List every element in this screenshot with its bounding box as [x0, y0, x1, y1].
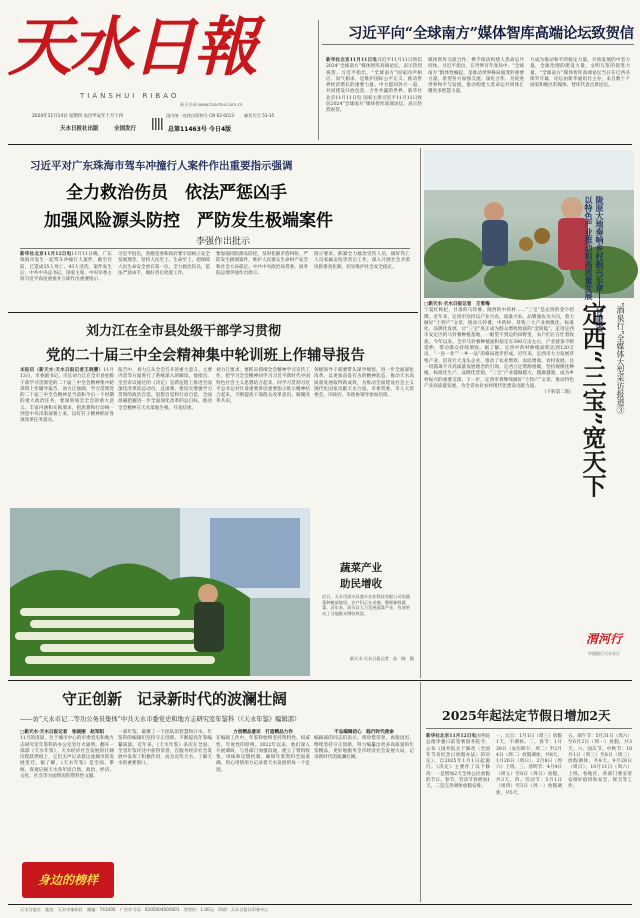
bottom-col4: 不忘编辑初心 践行时代使命 编辑部的同志们表示，将珍惜荣誉，再接再厉，继续坚持守正创新，努力编纂出更多高质量的年鉴精品，更好地服务全市经济社会发展大局，记录新时代的波澜壮阔。	[314, 730, 414, 761]
lead-dateline: 新华社北京11月12日电	[20, 252, 72, 257]
study-title-line2: 党的二十届三中全会精神集中轮训班上作辅导报告	[46, 347, 365, 364]
bottom-col1: □新天水·天水日报记者 张晓丽 赵军阳 11月的清晨，位于城市中心的市委党史和地方志研究室年鉴科的办公室里灯火通明。翻开一部部《天水年鉴》，天水经济社会发展的壮阔历程跃然纸上，它们无声记录着这座城市的发展变迁。据了解，《天水年鉴》是全面、系统、客观记载天水各年度自然、政治、经济、文化、社会等方面情况的资料性文献。	[20, 730, 114, 780]
dingxi-credit-block	[424, 302, 574, 678]
bottom-subhead-2: 力创精品意识 打造精品力作	[233, 730, 293, 735]
ad-subtitle: 中国银行天水分行	[588, 651, 620, 656]
masthead-date: 2024年11月14日 星期四 农历甲辰年十月十四	[32, 114, 123, 119]
masthead-distribution: 全国发行	[114, 126, 137, 132]
bottom-subtitle: ——访“天水市记二等功公务员集体”中共天水市委党史和地方志研究室年鉴科（《天水年鉴》编辑部）	[20, 716, 301, 723]
vegetables-caption-title-1: 蔬菜产业	[340, 562, 382, 574]
dingxi-credit: □新天水·天水日报记者 王雪梅	[424, 302, 490, 307]
vegetables-caption-credit: 新天水·天水日报记者 孙 晓 摄	[349, 656, 414, 661]
masthead-pinyin: TIANSHUI RIBAO	[80, 92, 180, 100]
vegetables-caption-body: 近日，天水市清水县盛丰农业科技有限公司的蔬菜种植基地里，农户们正在采摘、整理新鲜蔬菜。近年来，清水县大力发展蔬菜产业，有效带动了当地群众增收致富。	[322, 594, 410, 616]
divider	[8, 144, 632, 145]
divider	[322, 44, 634, 45]
study-title-line1: 刘力江在全市县处级干部学习贯彻	[86, 324, 282, 339]
holiday-title: 2025年起法定节假日增加2天	[442, 708, 611, 723]
masthead-publisher: 天水日报社出版	[60, 126, 99, 132]
masthead-cn-number: 国内统一连续出版物号 CN 62-0013	[166, 113, 235, 118]
top-headline: 习近平向“全球南方”媒体智库高端论坛致贺信	[348, 25, 634, 42]
bottom-title: 守正创新 记录新时代的波澜壮阔	[62, 690, 288, 708]
masthead-postal: 邮发代号 53-35	[244, 113, 275, 118]
lead-col3: 要加强风险源头防控，及时化解矛盾纠纷，严防发生极端案件，维护人民群众生命财产安全和社会大局稳定。中共中央政治局常委、国务院总理李强作出批示。	[216, 252, 308, 276]
top-headline-col3: 方成为推动和平的稳定力量，开放发展的中坚力量，全球治理的建设力量，文明互鉴的促进力量。“全球南方”媒体智库高端论坛当日在巴西圣保罗开幕，论坛由新华通讯社主办，来自数十个国家和地区的媒体、智库代表出席论坛。	[530, 58, 630, 89]
dingxi-continued: （下转第二版）	[541, 390, 574, 396]
divider	[318, 20, 319, 140]
vegetables-photo-image	[10, 508, 310, 676]
top-headline-col2: 媒体智库交流合作，携手推动构建人类命运共同体。习近平指出，在世界百年变局中，“全球南方”群体性崛起，是推动世界格局演变的重要力量。希望各方加强交流、深化合作，为促进世界和平与发展、推动构建人类命运共同体汇聚更多智慧力量。	[428, 58, 524, 95]
dingxi-vertical-subtitle: “酒泉行”全媒体大型采访报道③	[616, 302, 625, 415]
qr-code	[152, 118, 164, 130]
bottom-credit: □新天水·天水日报记者 张晓丽 赵军阳	[20, 730, 105, 735]
holiday-col1: 新华社北京11月12日电国务院总理李强日前签署国务院令，公布《国务院关于修改〈全国年节及纪念日放假办法〉的决定》，自2025年1月1日起施行。《决定》主要作了以下修改：一是增加2天全体公民放假的节日。春节、劳动节各增加1天。二是完善调休放假安排。	[426, 734, 490, 790]
top-headline-col1: 新华社北京11月11日电习近平11月11日致信2024“全球南方”媒体智库高端论坛，表示热烈祝贺。习近平指出，“全球南方”国家同声相应、同气相求，是维护国际公平正义、推动世界经济增长的重要力量。中方愿同各方一道，共同建设开放包容、合作共赢的世界。新华社北京11月11日电 国家主席习近平11月11日致信2024“全球南方”媒体智库高端论坛，表示热烈祝贺。	[326, 58, 422, 114]
lead-col4: 批示要求，抓紧全力救治受伤人员，做好伤亡人员家属安抚等善后工作，深入开展社会矛盾风险排查化解，切实维护社会安全稳定。	[314, 252, 410, 270]
role-model-badge-text: 身边的榜样	[37, 873, 98, 887]
vegetables-photo	[10, 508, 310, 676]
masthead-issue: 总第11463号 今日4版	[168, 126, 232, 133]
holiday-col3: 五、端午节：5月31日（周六）至6月2日（周一）放假，共3天。六、国庆节、中秋节：10月1日（周三）至8日（周三）放假调休，共8天。9月28日（周日）、10月11日（周六）上班。各地区、各部门要妥善安排好值班和安全、保卫等工作。	[568, 734, 632, 790]
footer-text: 天水日报社 地址：天水市秦州区 邮编：741000 广告许可证：6205004000001 零售价：1.00元 印刷：天水日报社印务中心	[20, 907, 269, 912]
study-col3: 刘力江要求，要抓实抓细全会精神学习宣传工作，把学习全会精神同学习习近平新时代中国特色社会主义思想结合起来，同学习贯彻习近平总书记对甘肃重要讲话重要指示批示精神结合起来，不断提高干部群众改革意识，凝聚改革共识。	[216, 368, 310, 405]
divider	[420, 148, 421, 678]
divider	[20, 248, 410, 249]
divider	[8, 312, 418, 313]
masthead-website: 新天水网 www.tianshui.com.cn	[180, 102, 243, 107]
lead-title-line1: 全力救治伤员 依法严惩凶手	[66, 183, 287, 203]
lead-subtitle: 李强作出批示	[196, 237, 251, 247]
ad-title: 渭河行	[585, 632, 622, 646]
lead-col1: 新华社北京11月12日电11月11日晚，广东珠海市发生一起驾车冲撞行人案件，截至目前，已造成35人死亡、43人受伤。案件发生后，中共中央总书记、国家主席、中央军委主席习近平高度重视并立即作出重要指示。	[20, 252, 112, 283]
divider	[8, 680, 632, 681]
holiday-col2: 一、元旦：1月1日（周三）放假1天，不调休。二、春节：1月28日（农历除夕、周二）至2月4日（周二）放假调休，共8天。1月26日（周日）、2月8日（周六）上班。三、清明节：4月4日（周五）至6日（周日）放假，共3天。四、劳动节：5月1日（周四）至5日（周一）放假调休，共5天。	[496, 734, 562, 796]
study-col1: 本报讯（新天水·天水日报记者王晓蕾）11月13日，市委副书记、市长刘力江在全市县处级干部学习贯彻党的二十届三中全会精神集中轮训班上作辅导报告。刘力江强调，学习贯彻党的二十届三中全会精神是当前和今后一个时期的重大政治任务，要深刻领会全会的重大意义、丰富内涵和实践要求，把思想和行动统一到党中央决策部署上来，以钉钉子精神抓好各项改革任务落实。	[20, 368, 114, 424]
role-model-badge	[22, 862, 114, 898]
bottom-subhead-1: 不忘编辑初心 践行时代使命	[334, 730, 394, 735]
bottom-col3: 力创精品意识 打造精品力作 在编辑工作中，年鉴科始终坚持资料性、权威性、年度性的原则。2022年以来，他们深入开展调研，与各部门加强沟通，建立了资料收集、审核和反馈机制，确保年鉴资料全面准确，用心用情用力记录着天水发展的每一个足迹。	[216, 730, 310, 773]
dingxi-vertical-title: 定西“三宝”宽天下	[578, 302, 607, 498]
bottom-col2: 一部年鉴，凝聚了一个团队的智慧和汗水。年鉴科的编辑们坚持守正创新，不断提高年鉴编纂质量。近年来，《天水年鉴》多次在全国、全省年鉴评比中获得荣誉，在服务经济社会发展中发挥了积极作用，成为宣传天水、了解天水的重要窗口。	[118, 730, 212, 767]
divider	[426, 728, 632, 729]
study-col4: 各级领导干部要带头深学细悟，进一步全面深化改革，以更加奋发有为的精神状态，推动天水高质量发展取得新成效，为推动全面建设社会主义现代化国家贡献天水力量。市委常委、市人大常委会、市政府、市政协领导参加培训。	[314, 368, 414, 399]
ad-banner	[576, 608, 632, 678]
divider	[8, 904, 632, 905]
dingxi-body: 宁夏红枸杞、甘肃的马铃薯、陇西的中药材……“三宝”是定西的金字招牌。近年来，定西市坚持以产业兴农、质量兴农、品牌强农为方向，着力做好“土特产”文章，推动马铃薯、中药材、草牧三大产业规模化、标准化、品牌化发展，让“三宝”真正成为群众增收致富的“金钥匙”。走进定西市安定区的马铃薯种植基地，一眼望不到边的田野里，农户们正在忙着收获。今年以来，全市马铃薯种植面积稳定在300万亩左右，产业链条不断延伸，带动群众持续增收。据了解，定西中药材种植面积达到120万亩，“一县一业”“一乡一品”的格局逐步形成。近年来，定西市大力发展草牧产业，培育壮大龙头企业，推动了农业增效、农民增收、农村发展。这一切都离不开高质量发展理念的引领。定西立足资源禀赋，坚持规模化种植、标准化生产、品牌化营销，“三宝”产业越做越大、越做越强，成为乡村振兴的重要支撑。下一步，定西市将继续做好“土特产”文章，推动特色产业高质量发展，为全省农业农村现代化建设贡献力量。	[424, 308, 574, 389]
top-headline-dateline: 新华社北京11月11日电	[326, 58, 377, 63]
divider	[420, 682, 421, 902]
lead-kicker: 习近平对广东珠海市驾车冲撞行人案件作出重要指示强调	[30, 160, 293, 172]
study-credit: 本报讯（新天水·天水日报记者王晓蕾）	[20, 368, 104, 373]
dingxi-vertical-kicker: 陇原大地奏响乡村振兴乐章——甘肃省以特色产业推动和高质量发展	[584, 196, 605, 332]
vegetables-caption-title-2: 助民增收	[340, 578, 382, 590]
lead-col2: 习近平指出，各级党委和政府要牢固树立安全发展理念，坚持人民至上、生命至上，把保障人民生命安全放在第一位，全力救治伤员，依法严惩凶手，做好善后处置工作。	[118, 252, 210, 276]
study-col2: 报告中，刘力江从全会召开的重大意义、主要内容等方面进行了系统深入的解读。他指出，全会审议通过的《决定》是新征程上推进全面深化改革的总动员、总部署，要切实增强学习贯彻的政治自觉、思想自觉和行动自觉，全面准确把握进一步全面深化改革的总目标，推动全会精神在天水落地生根、开花结果。	[118, 368, 212, 411]
masthead-logo: 天水日報	[8, 10, 256, 85]
lead-title-line2: 加强风险源头防控 严防发生极端案件	[44, 211, 333, 231]
holiday-dateline: 新华社北京11月12日电	[426, 734, 477, 739]
